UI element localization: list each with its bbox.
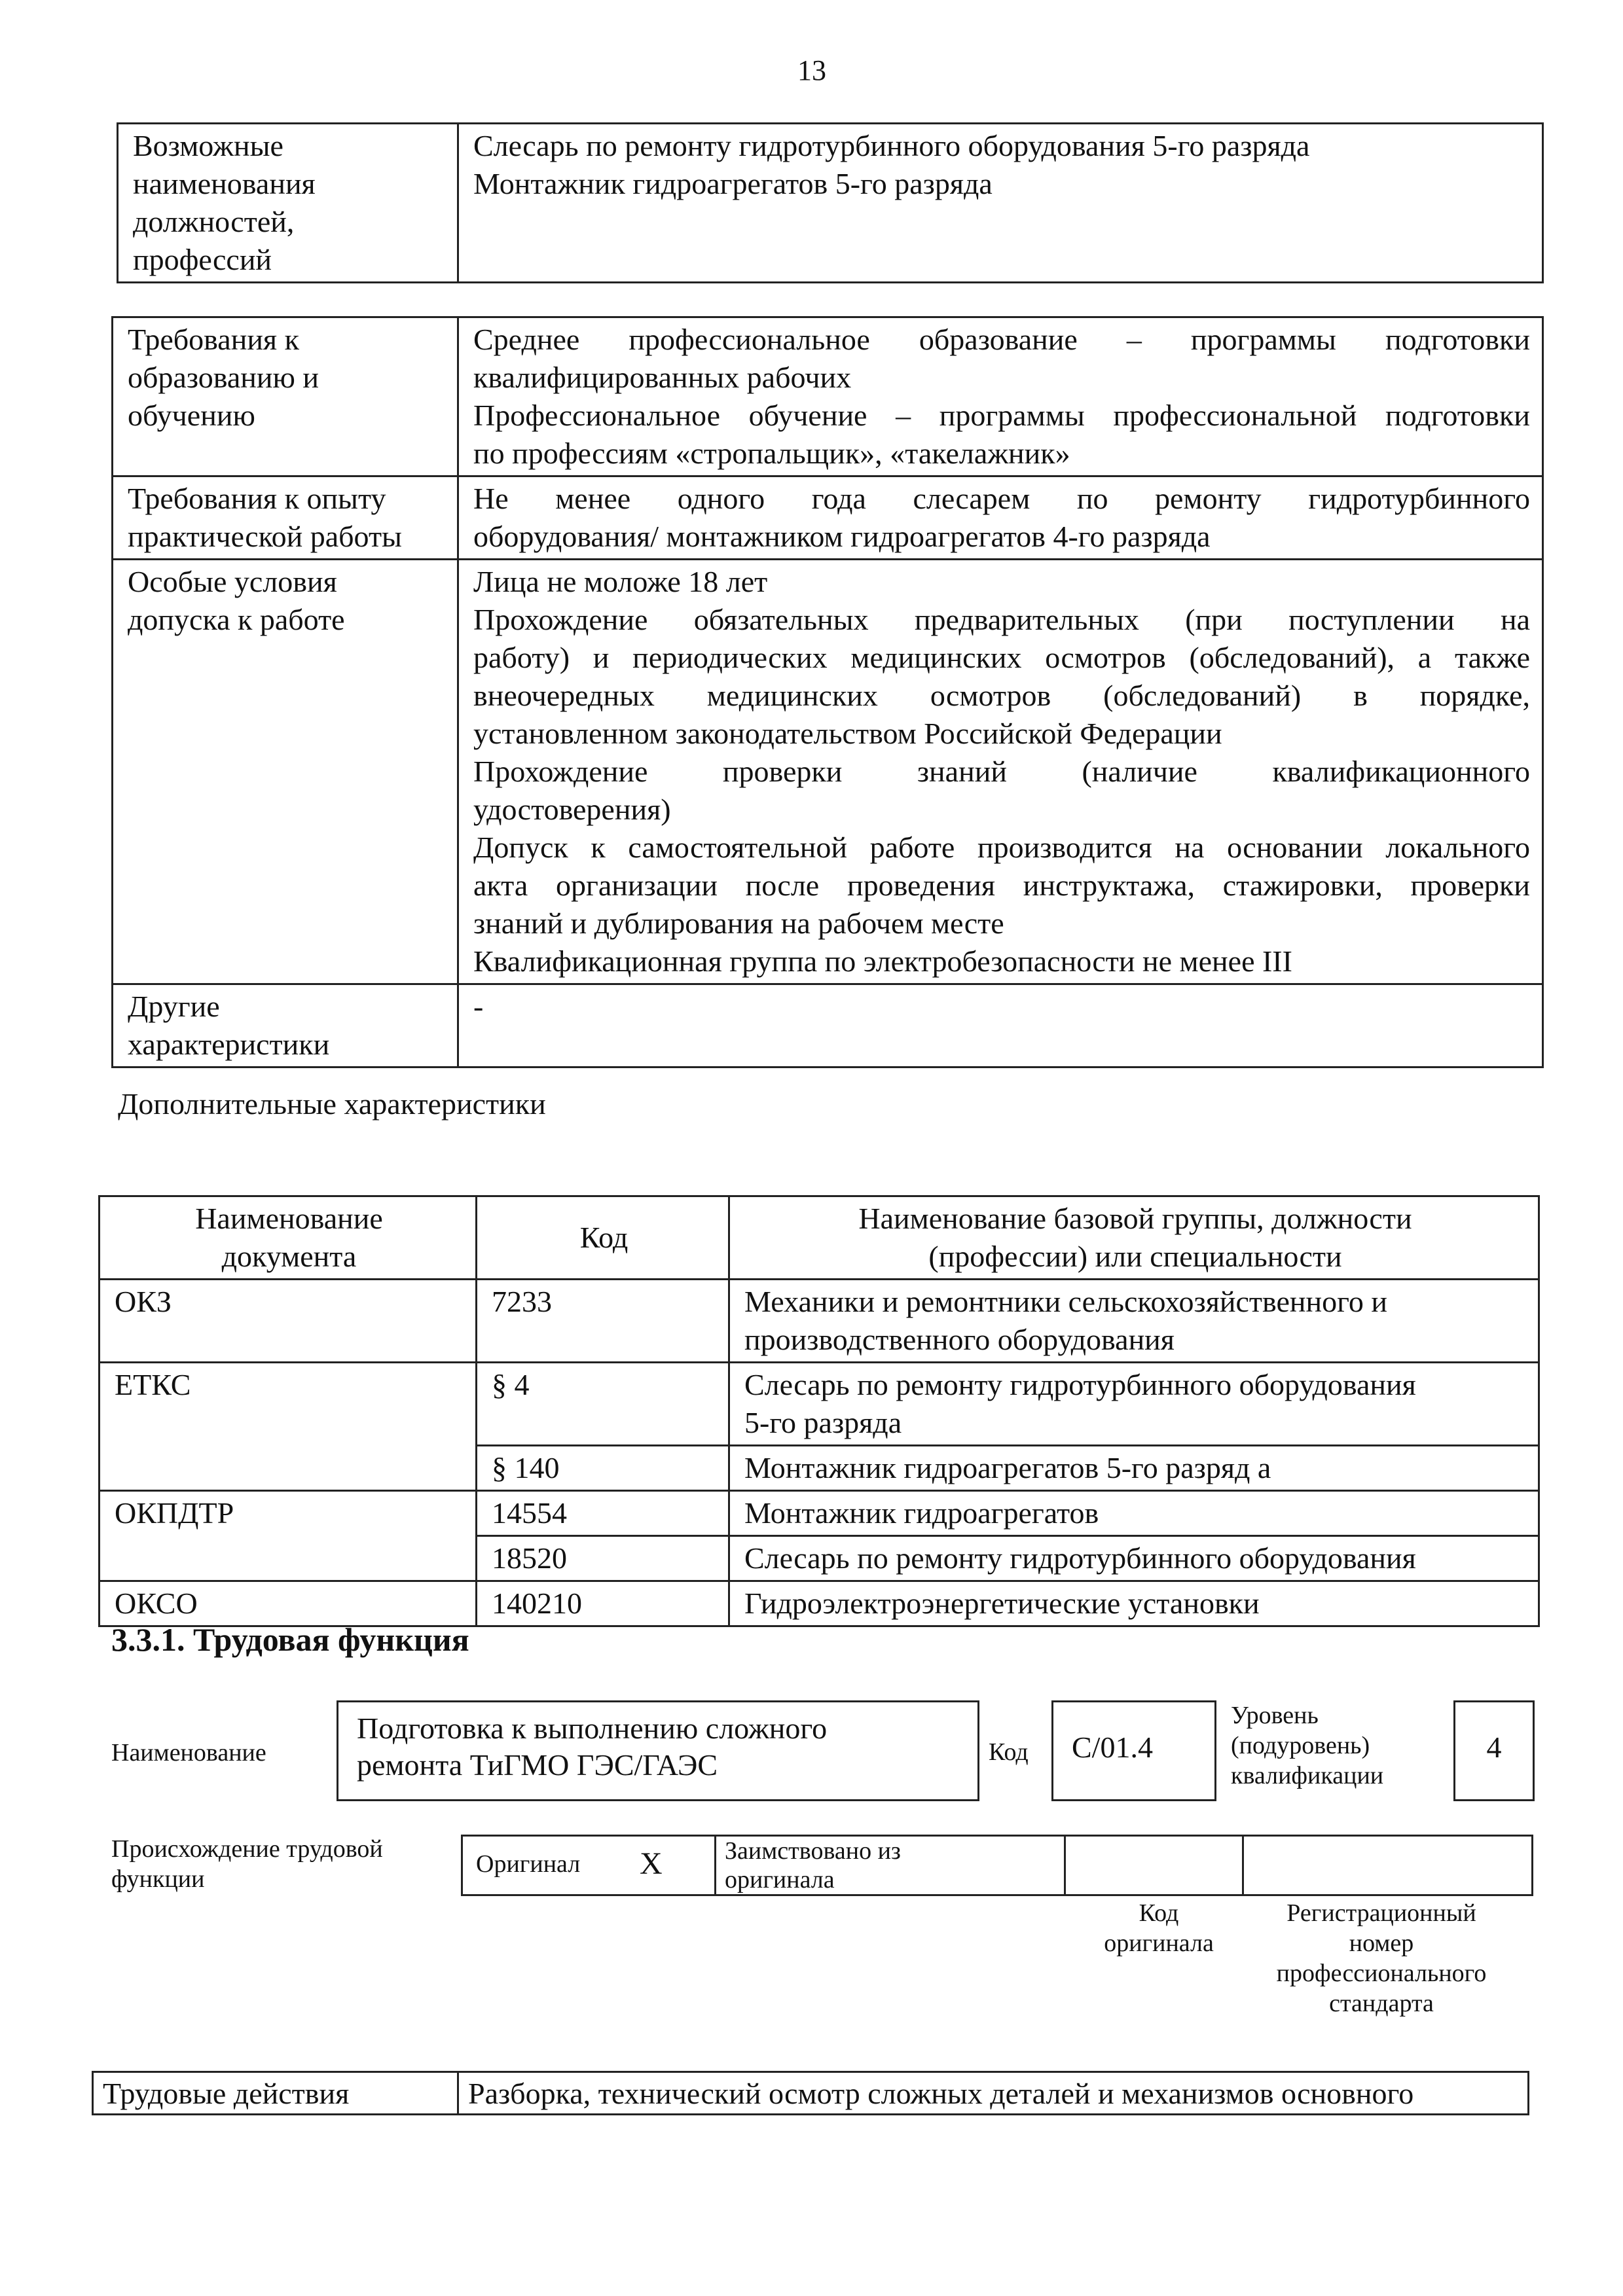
table-row: [100, 1581, 1539, 1626]
table-header-row: [100, 1196, 1539, 1280]
etks-doc: ЕТКС: [100, 1363, 477, 1491]
additional-heading: Дополнительные характеристики: [118, 1087, 546, 1121]
table-row: [113, 560, 1543, 984]
okso-doc: ОКСО: [100, 1581, 477, 1626]
etks-name-2: Монтажник гидроагрегатов 5-го разряд а: [729, 1446, 1539, 1491]
requirements-education-value: Среднее профессиональное образование – программы подготовки квалифицированных рабочих Профессиональное обучение – программы профессиональной подготовки по профессиям «стропальщик», «такелажник»: [458, 317, 1543, 476]
function-code-box: [1051, 1700, 1216, 1801]
origin-box: [461, 1835, 1533, 1896]
header-code: Код: [477, 1196, 729, 1280]
okso-name: Гидроэлектроэнергетические установки: [729, 1581, 1539, 1626]
section-title: 3.3.1. Трудовая функция: [111, 1621, 469, 1658]
table-row: [100, 1280, 1539, 1363]
requirements-experience-value: Не менее одного года слесарем по ремонту гидротурбинного оборудования/ монтажником гидроагрегатов 4-го разряда: [458, 476, 1543, 560]
origin-reg-caption: Регистрационный номер профессионального стандарта: [1276, 1899, 1487, 2017]
table-row: [113, 476, 1543, 560]
table-row: [100, 1491, 1539, 1536]
positions-label: Возможные наименования должностей, профессий: [118, 124, 458, 283]
labor-actions-table: [92, 2071, 1529, 2115]
table-row: [100, 1363, 1539, 1446]
okpdtr-name-1: Монтажник гидроагрегатов: [729, 1491, 1539, 1536]
table-row: [118, 124, 1543, 283]
okpdtr-code-1: 14554: [477, 1491, 729, 1536]
qualification-level-box: [1453, 1700, 1535, 1801]
page-number: 13: [797, 54, 826, 86]
etks-name-1: Слесарь по ремонту гидротурбинного оборудования 5-го разряда: [729, 1363, 1539, 1446]
origin-divider: [1064, 1837, 1066, 1894]
requirements-other-value: -: [458, 984, 1543, 1067]
function-code-value: С/01.4: [1072, 1731, 1153, 1764]
positions-value: Слесарь по ремонту гидротурбинного оборудования 5-го разряда Монтажник гидроагрегатов 5-го разряда: [458, 124, 1543, 283]
etks-code-2: § 140: [477, 1446, 729, 1491]
origin-original-label: Оригинал: [476, 1850, 581, 1878]
header-name: Наименование базовой группы, должности (профессии) или специальности: [729, 1196, 1539, 1280]
okz-name: Механики и ремонтники сельскохозяйственного и производственного оборудования: [729, 1280, 1539, 1363]
positions-table: [117, 122, 1544, 283]
origin-divider: [714, 1837, 716, 1894]
okso-code: 140210: [477, 1581, 729, 1626]
okpdtr-name-2: Слесарь по ремонту гидротурбинного оборудования: [729, 1536, 1539, 1581]
table-row: [113, 317, 1543, 476]
origin-borrowed-label: Заимствовано из оригинала: [725, 1837, 901, 1893]
table-row: [113, 984, 1543, 1067]
qualification-level-label: Уровень (подуровень) квалификации: [1231, 1702, 1384, 1789]
okpdtr-code-2: 18520: [477, 1536, 729, 1581]
qualification-level-value: 4: [1486, 1731, 1502, 1764]
labor-actions-label: Трудовые действия: [93, 2072, 458, 2115]
classification-table: [98, 1195, 1540, 1627]
okz-code: 7233: [477, 1280, 729, 1363]
requirements-other-label: Другие характеристики: [113, 984, 458, 1067]
requirements-experience-label: Требования к опыту практической работы: [113, 476, 458, 560]
origin-code-caption: Код оригинала: [1104, 1899, 1214, 1957]
requirements-table: [111, 316, 1544, 1068]
requirements-admission-label: Особые условия допуска к работе: [113, 560, 458, 984]
okz-doc: ОКЗ: [100, 1280, 477, 1363]
function-code-label: Код: [989, 1738, 1029, 1766]
origin-original-mark: X: [640, 1846, 663, 1881]
function-name-box: Подготовка к выполнению сложного ремонта ТиГМО ГЭС/ГАЭС: [337, 1700, 979, 1801]
etks-code-1: § 4: [477, 1363, 729, 1446]
table-row: [93, 2072, 1529, 2115]
requirements-education-label: Требования к образованию и обучению: [113, 317, 458, 476]
origin-label: Происхождение трудовой функции: [111, 1835, 383, 1893]
origin-divider: [1242, 1837, 1244, 1894]
okpdtr-doc: ОКПДТР: [100, 1491, 477, 1581]
requirements-admission-value: Лица не моложе 18 лет Прохождение обязательных предварительных (при поступлении на работу) и периодических медицинских осмотров (обследований), а также внеочередных медицинских осмотров (обследований) в порядке, установленном законодательством Российской Федерации Прохождение проверки знаний (наличие квалификационного удостоверения) Допуск к самостоятельной работе производится на основании локального акта организации после проведения инструктажа, стажировки, проверки знаний и дублирования на рабочем месте Квалификационная группа по электробезопасности не менее III: [458, 560, 1543, 984]
header-doc: Наименование документа: [100, 1196, 477, 1280]
labor-actions-value: Разборка, технический осмотр сложных деталей и механизмов основного: [458, 2072, 1529, 2115]
function-name-label: Наименование: [111, 1739, 266, 1767]
